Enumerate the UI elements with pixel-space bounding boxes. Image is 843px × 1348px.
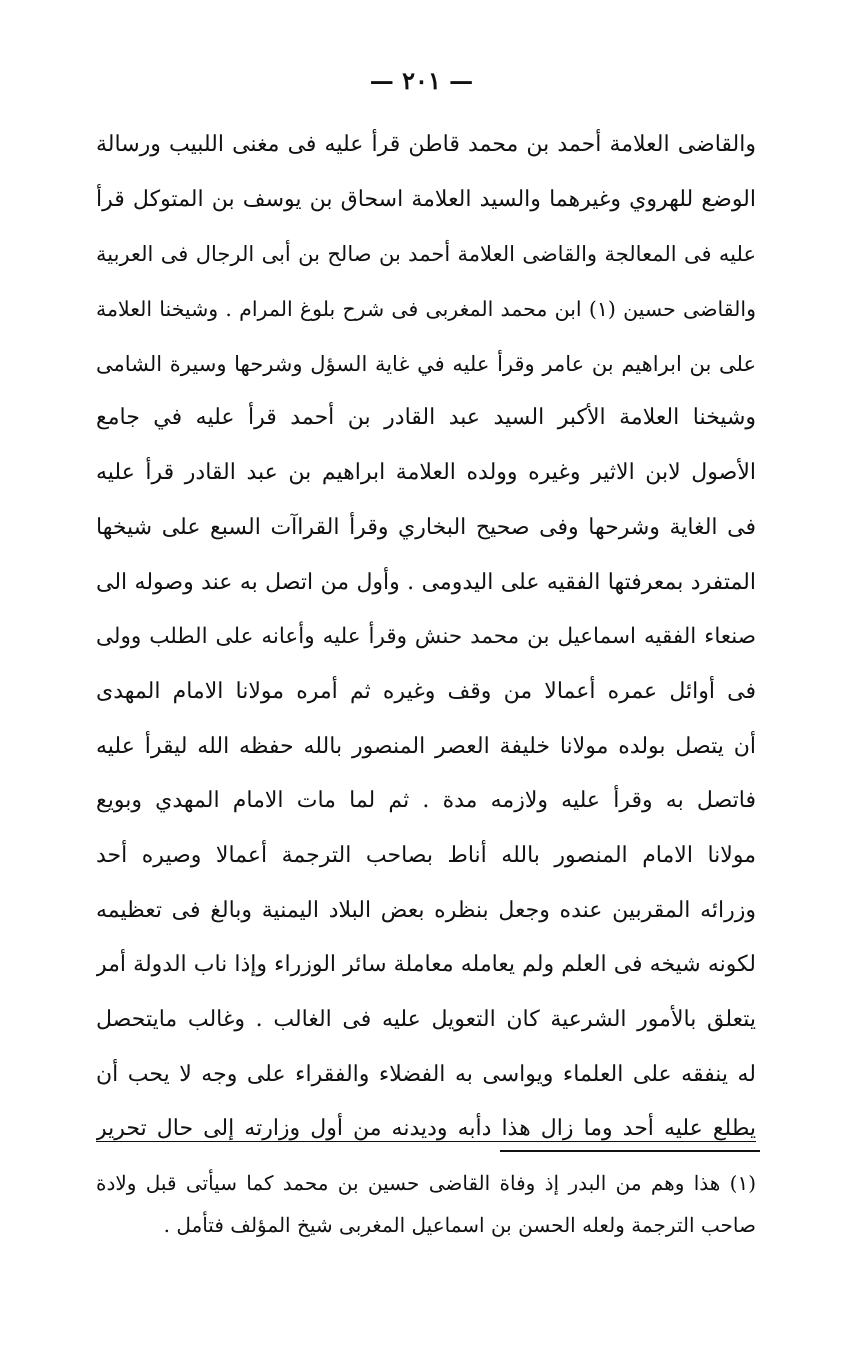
main-text (96, 118, 756, 1157)
page-number: — ٢٠١ — (369, 66, 474, 95)
text-line: فى الغاية وشرحها وفى صحيح البخاري وقرأ القراآت السبع على شيخها (96, 514, 756, 540)
text-line: فى أوائل عمره أعمالا من وقف وغيره ثم أمره مولانا الامام المهدى (96, 678, 756, 704)
text-line: مولانا الامام المنصور بالله أناط بصاحب الترجمة أعمالا وصيره أحد (96, 842, 756, 868)
text-line: والقاضى حسين (١) ابن محمد المغربى فى شرح بلوغ المرام . وشيخنا العلامة (96, 297, 756, 322)
footnote (96, 1162, 756, 1246)
text-line: عليه فى المعالجة والقاضى العلامة أحمد بن صالح بن أبى الرجال فى العربية (96, 242, 756, 267)
text-line: الوضع للهروي وغيرهما والسيد العلامة اسحاق بن يوسف بن المتوكل قرأ (96, 186, 756, 212)
text-line: فاتصل به وقرأ عليه ولازمه مدة . ثم لما مات الامام المهدي وبويع (96, 788, 756, 814)
text-line: يتعلق بالأمور الشرعية كان التعويل عليه فى الغالب . وغالب مايتحصل (96, 1007, 756, 1032)
text-line: على بن ابراهيم بن عامر وقرأ عليه في غاية السؤل وشرحها وسيرة الشامى (96, 351, 756, 376)
text-line: وشيخنا العلامة الأكبر السيد عبد القادر بن أحمد قرأ عليه في جامع (96, 405, 756, 431)
footnote-divider (500, 1150, 760, 1152)
text-line: يطلع عليه أحد وما زال هذا دأبه وديدنه من أول وزارته إلى حال تحرير (96, 1116, 756, 1142)
text-line: لكونه شيخه فى العلم ولم يعامله معاملة سائر الوزراء وإذا ناب الدولة أمر (96, 952, 756, 978)
text-line: أن يتصل بولده مولانا خليفة العصر المنصور بالله حفظه الله ليقرأ عليه (96, 733, 756, 759)
text-line: له ينفقه على العلماء ويواسى به الفضلاء والفقراء على وجه لا يحب أن (96, 1061, 756, 1087)
text-line: صنعاء الفقيه اسماعيل بن محمد حنش وقرأ عليه وأعانه على الطلب وولى (96, 624, 756, 650)
text-line: والقاضى العلامة أحمد بن محمد قاطن قرأ عليه فى مغنى اللبيب ورسالة (96, 132, 756, 157)
text-line: وزرائه المقربين عنده وجعل بنظره بعض البلاد اليمنية وبالغ فى تعظيمه (96, 897, 756, 923)
footnote-line: (١) هذا وهم من البدر إذ وفاة القاضى حسين بن محمد كما سيأتى قبل ولادة (96, 1171, 756, 1195)
text-line: المتفرد بمعرفتها الفقيه على اليدومى . وأول من اتصل به عند وصوله الى (96, 569, 756, 595)
footnote-line: صاحب الترجمة ولعله الحسن بن اسماعيل المغربى شيخ المؤلف فتأمل . (163, 1213, 756, 1237)
text-line: الأصول لابن الاثير وغيره وولده العلامة ابراهيم بن عبد القادر قرأ عليه (96, 460, 756, 486)
